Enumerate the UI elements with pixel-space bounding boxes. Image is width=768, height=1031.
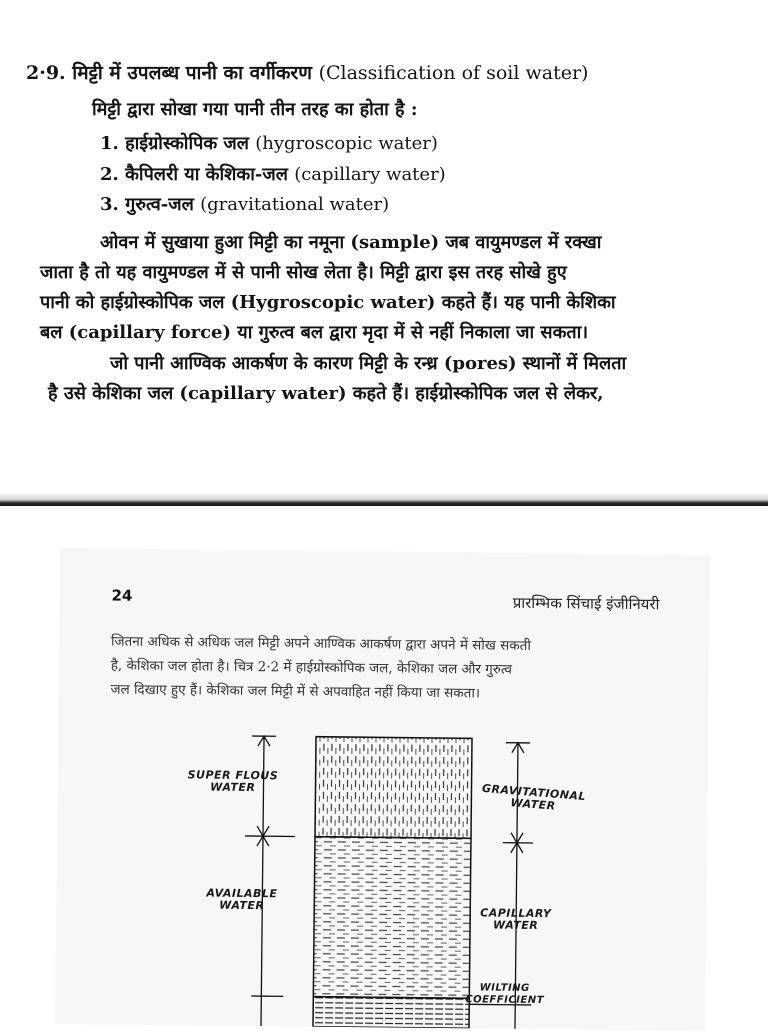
soil-water-diagram	[55, 548, 710, 1031]
list-item-1: 1. हाईग्रोस्कोपिक जल (hygroscopic water)	[100, 133, 438, 155]
page-edge-shadow	[0, 494, 768, 506]
gravitational-zone	[315, 737, 472, 839]
paragraph2-line-1: जो पानी आण्विक आकर्षण के कारण मिट्टी के रन्ध्र (pores) स्थानों में मिलता	[110, 353, 626, 375]
available-water-label: AVAILABLE WATER	[206, 888, 277, 913]
list-item-3: 3. गुरुत्व-जल (gravitational water)	[100, 194, 389, 216]
upper-book-page	[0, 0, 768, 505]
running-header: प्रारम्भिक सिंचाई इंजीनियरी	[513, 593, 660, 615]
paragraph1-line-2: जाता है तो यह वायुमण्डल में से पानी सोख लेता है। मिट्टी द्वारा इस तरह सोखे हुए	[40, 262, 567, 284]
body-line-2: है, केशिका जल होता है। चित्र 2·2 में हाईग्रोस्कोपिक जल, केशिका जल और गुरुत्व	[111, 657, 512, 679]
body-line-3: जल दिखाए हुए हैं। केशिका जल मिट्टी में से अपवाहित नहीं किया जा सकता।	[110, 681, 480, 703]
list-item-2: 2. कैपिलरी या केशिका-जल (capillary water)	[100, 164, 446, 186]
wilting-coefficient-label: WILTING COEFFICIENT	[465, 982, 544, 1007]
capillary-zone	[313, 837, 471, 999]
section-title-english: (Classification of soil water)	[319, 62, 589, 84]
section-number: 2·9.	[26, 62, 66, 84]
superfluous-water-label: SUPER FLOUS WATER	[187, 769, 278, 794]
section-title-hindi: मिट्टी में उपलब्ध पानी का वर्गीकरण	[72, 62, 312, 84]
section-heading	[26, 62, 588, 84]
paragraph2-line-2: है उसे केशिका जल (capillary water) कहते हैं। हाईग्रोस्कोपिक जल से लेकर,	[48, 383, 604, 405]
paragraph1-line-1: ओवन में सुखाया हुआ मिट्टी का नमूना (sample) जब वायुमण्डल में रक्खा	[100, 232, 601, 254]
paragraph1-line-3: पानी को हाईग्रोस्कोपिक जल (Hygroscopic water) कहते हैं। यह पानी केशिका	[40, 292, 616, 314]
paragraph1-line-4: बल (capillary force) या गुरुत्व बल द्वारा मृदा में से नहीं निकाला जा सकता।	[40, 322, 588, 344]
capillary-water-label: CAPILLARY WATER	[480, 907, 551, 932]
page-number: 24	[111, 587, 132, 605]
soil-column	[313, 737, 472, 1029]
intro-sentence: मिट्टी द्वारा सोखा गया पानी तीन तरह का होता है :	[92, 99, 418, 121]
body-line-1: जितना अधिक से अधिक जल मिट्टी अपने आण्विक आकर्षण द्वारा अपने में सोख सकती	[111, 633, 531, 655]
lower-book-page	[55, 548, 710, 1031]
gravitational-water-label: GRAVITATIONAL WATER	[481, 783, 587, 815]
